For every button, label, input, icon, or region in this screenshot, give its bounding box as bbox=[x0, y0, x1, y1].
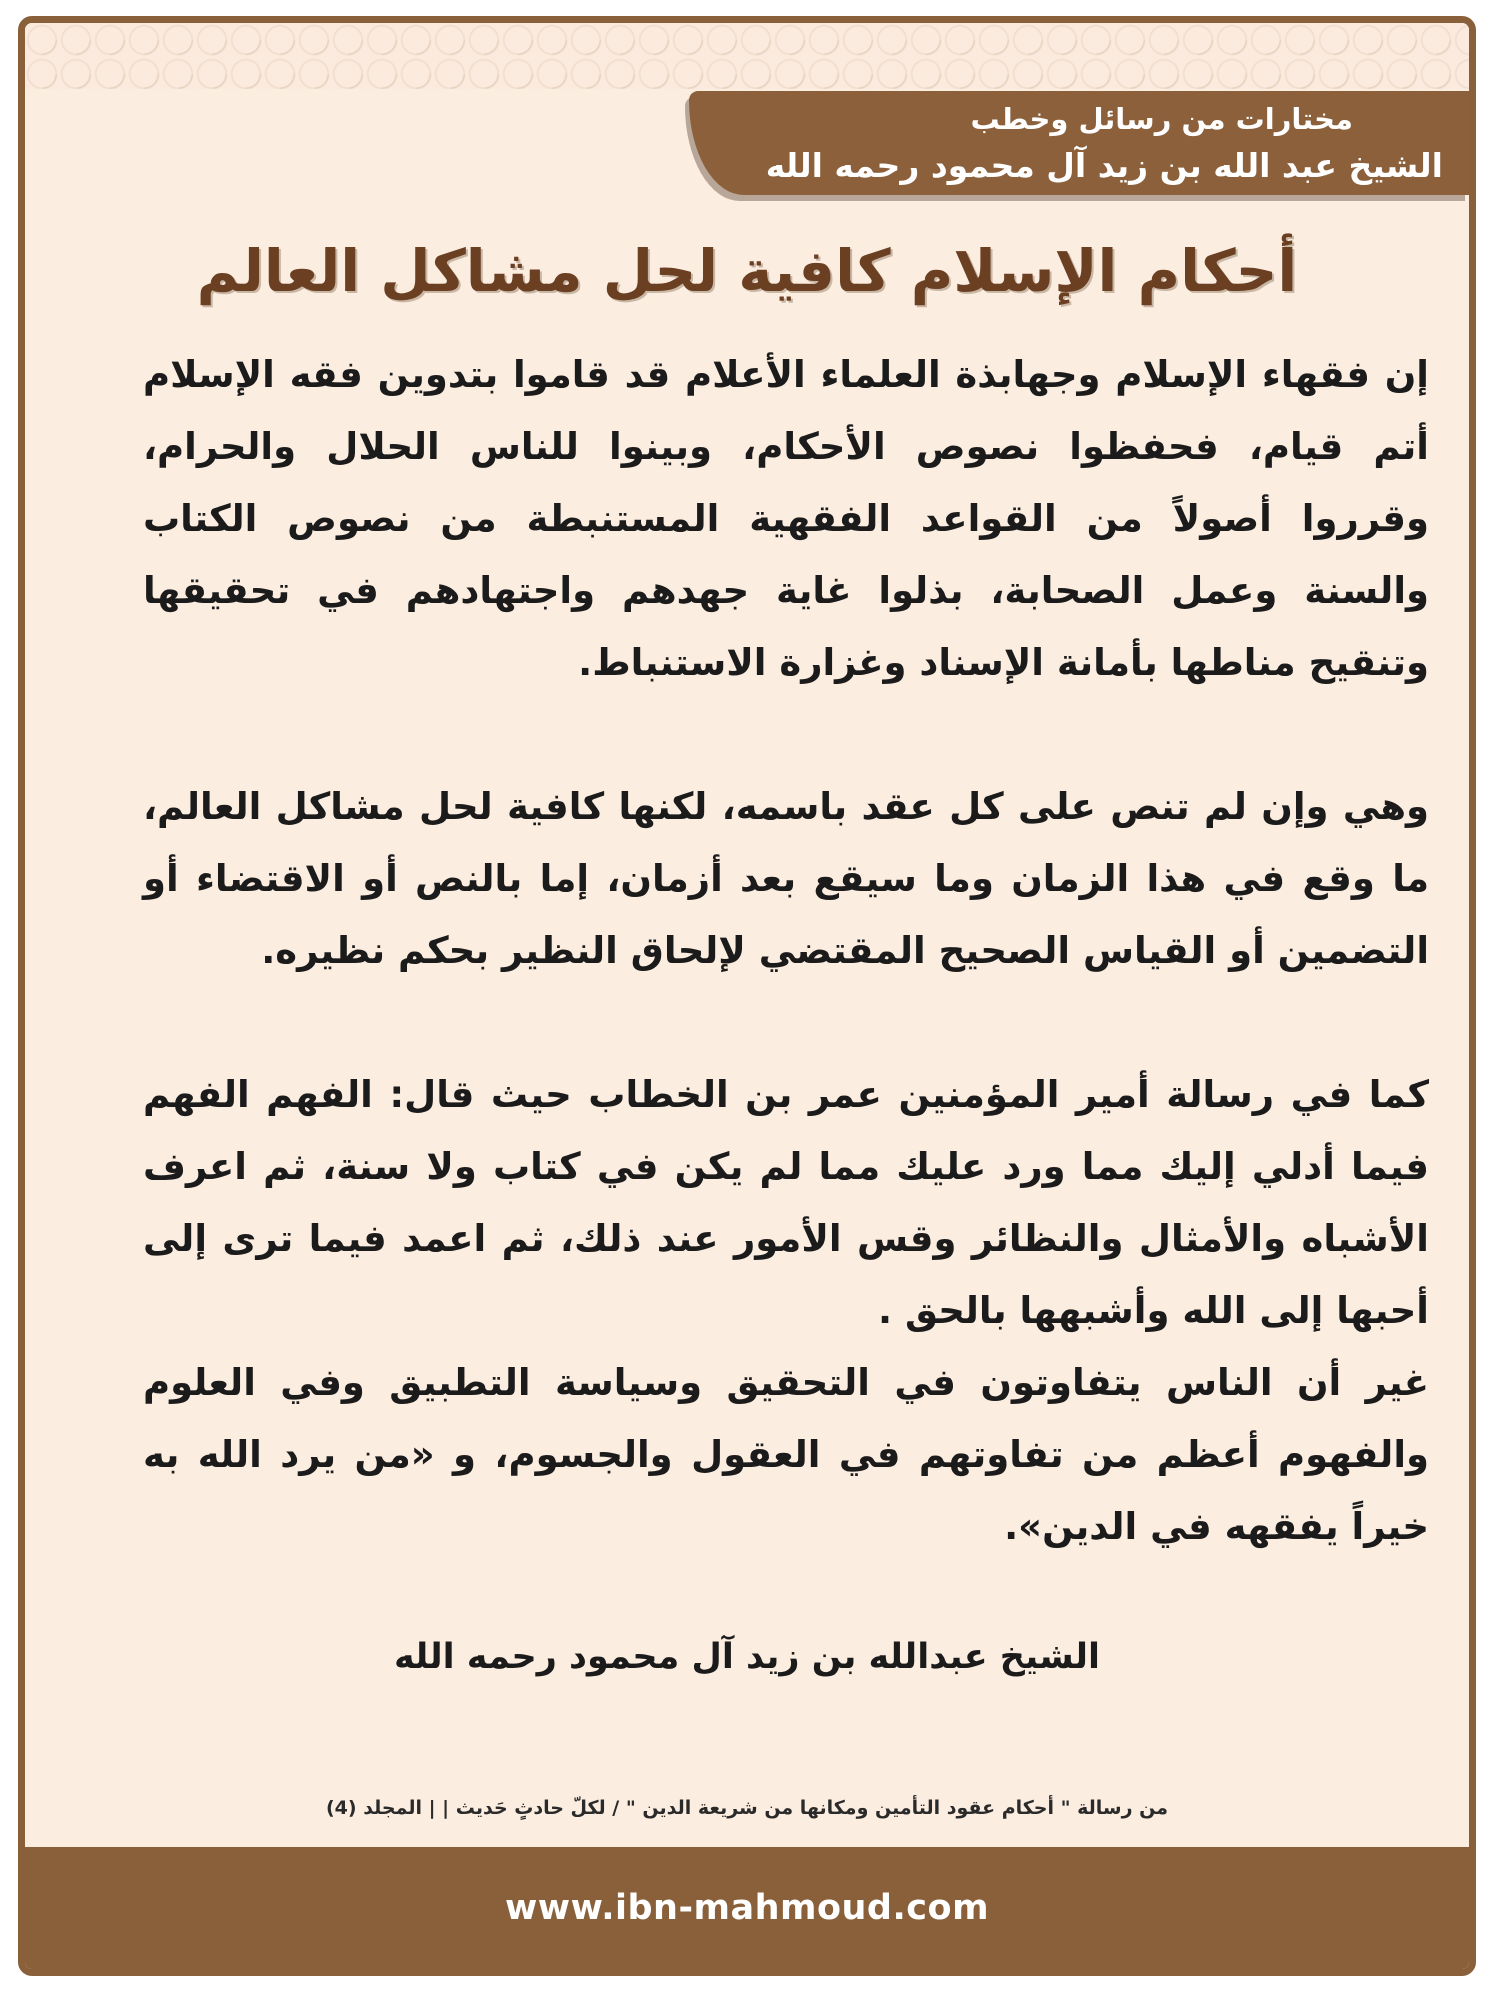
paragraph-2: وهي وإن لم تنص على كل عقد باسمه، لكنها كافية لحل مشاكل العالم، ما وقع في هذا الزمان وما سيقع بعد أزمان، إما بالنص أو الاقتضاء أو التضمين أو القياس الصحيح المقتضي لإلحاق النظير بحكم نظيره. bbox=[143, 785, 1429, 972]
website-link[interactable]: www.ibn-mahmoud.com bbox=[504, 1888, 990, 1928]
source-citation: من رسالة " أحكام عقود التأمين ومكانها من شريعة الدين " / لكلّ حادثٍ حَديث | | المجلد (4) bbox=[325, 1797, 1169, 1819]
paragraph-gap bbox=[143, 987, 1429, 1059]
decorative-pattern-band bbox=[25, 23, 1469, 89]
header-ribbon bbox=[689, 91, 1469, 195]
footer-bar bbox=[25, 1847, 1469, 1969]
header-ribbon-text bbox=[766, 97, 1443, 191]
series-line: مختارات من رسائل وخطب bbox=[970, 102, 1353, 136]
article-body bbox=[143, 339, 1429, 1563]
paragraph-4: غير أن الناس يتفاوتون في التحقيق وسياسة التطبيق وفي العلوم والفهوم أعظم من تفاوتهم في العقول والجسوم، و «من يرد الله به خيراً يفقهه في الدين». bbox=[143, 1361, 1429, 1548]
author-signature: الشيخ عبدالله بن زيد آل محمود رحمه الله bbox=[393, 1637, 1101, 1677]
paragraph-1: إن فقهاء الإسلام وجهابذة العلماء الأعلام قد قاموا بتدوين فقه الإسلام أتم قيام، فحفظوا نصوص الأحكام، وبينوا للناس الحلال والحرام، وقرروا أصولاً من القواعد الفقهية المستنبطة من نصوص الكتاب والسنة وعمل الصحابة، بذلوا غاية جهدهم واجتهادهم في تحقيقها وتنقيح مناطها بأمانة الإسناد وغزارة الاستنباط. bbox=[143, 353, 1429, 684]
poster-frame bbox=[18, 16, 1476, 1976]
article-title: أحكام الإسلام كافية لحل مشاكل العالم bbox=[196, 237, 1298, 305]
paragraph-gap bbox=[143, 699, 1429, 771]
author-line: الشيخ عبد الله بن زيد آل محمود رحمه الله bbox=[765, 146, 1443, 185]
paragraph-3: كما في رسالة أمير المؤمنين عمر بن الخطاب حيث قال: الفهم الفهم فيما أدلي إليك مما ورد عليك مما لم يكن في كتاب ولا سنة، ثم اعرف الأشباه والأمثال والنظائر وقس الأمور عند ذلك، ثم اعمد فيما ترى إلى أحبها إلى الله وأشبهها بالحق . bbox=[143, 1073, 1429, 1332]
